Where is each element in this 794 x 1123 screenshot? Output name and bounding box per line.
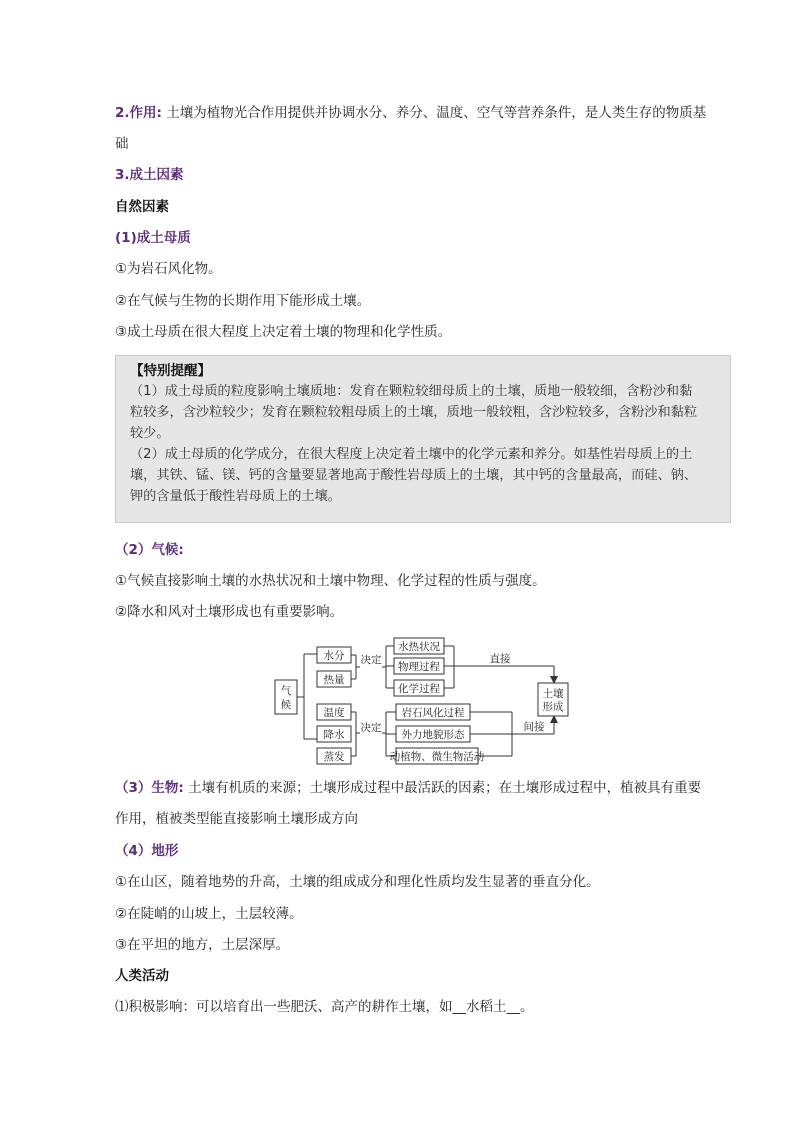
decide-upper-label: 决定 (360, 654, 382, 666)
upper-result: 水热状况 (398, 641, 440, 653)
upper-result: 物理过程 (398, 661, 440, 673)
lower-factor-evaporation: 蒸发 (323, 751, 345, 763)
biology-line1 (115, 779, 701, 797)
climate-item-1: ①气候直接影响土壤的水热状况和土壤中物理、化学过程的性质与强度。 (115, 573, 546, 589)
tip-line: （2）成土母质的化学成分，在很大程度上决定着土壤中的化学元素和养分。如基性岩母质上的土 (130, 447, 693, 462)
target-line1: 土壤 (542, 688, 564, 700)
diagram-root-char: 候 (280, 699, 292, 711)
terrain-item-1: ①在山区，随着地势的升高，土壤的组成成分和理化性质均发生显著的垂直分化。 (115, 874, 600, 890)
natural-factors-heading: 自然因素 (115, 199, 169, 215)
upper-factor-water: 水分 (323, 650, 345, 662)
tip-line: 钾的含量低于酸性岩母质上的土壤。 (130, 489, 341, 504)
section2-line2: 础 (115, 136, 129, 152)
section3-heading: 3.成土因素 (115, 167, 184, 183)
target-line2: 形成 (542, 701, 564, 713)
section2-line1 (115, 104, 706, 122)
upper-factor-heat: 热量 (323, 674, 345, 686)
biology-heading: （3）生物: (115, 780, 184, 796)
human-blank-answer: __水稻土__ (452, 999, 520, 1015)
terrain-heading: （4）地形 (115, 843, 179, 859)
lower-result: 动植物、微生物活动 (389, 751, 485, 763)
upper-result: 化学过程 (398, 683, 440, 695)
terrain-item-2: ②在陡峭的山坡上，土层较薄。 (115, 906, 303, 922)
parent-item-1: ①为岩石风化物。 (115, 261, 222, 277)
lower-result: 岩石风化过程 (401, 707, 465, 719)
parent-item-3: ③成土母质在很大程度上决定着土壤的物理和化学性质。 (115, 324, 452, 340)
lower-factor-temperature: 温度 (323, 707, 345, 719)
biology-text: 土壤有机质的来源；土壤形成过程中最活跃的因素；在土壤形成过程中，植被具有重要 (183, 780, 702, 796)
diagram-root-char: 气 (280, 685, 292, 697)
section2-text: 土壤为植物光合作用提供并协调水分、养分、温度、空气等营养条件，是人类生存的物质基 (161, 105, 707, 121)
tip-title: 【特别提醒】 (130, 363, 211, 379)
tip-line: （1）成土母质的粒度影响土壤质地：发育在颗粒较细母质上的土壤，质地一般较细，含粉沙和黏 (130, 384, 693, 399)
human-positive-line (115, 998, 534, 1016)
lower-factor-precipitation: 降水 (323, 729, 345, 741)
decide-lower-label: 决定 (360, 722, 382, 734)
terrain-item-3: ③在平坦的地方，土层深厚。 (115, 937, 290, 953)
parent-material-heading: (1)成土母质 (115, 230, 191, 246)
direct-label: 直接 (489, 653, 511, 665)
lower-result: 外力地貌形态 (401, 729, 465, 741)
tip-line: 壤，其铁、锰、镁、钙的含量要显著地高于酸性岩母质上的土壤，其中钙的含量最高，而硅、钠、 (130, 468, 698, 483)
climate-item-2: ②降水和风对土壤形成也有重要影响。 (115, 604, 344, 620)
climate-soil-diagram (272, 636, 572, 770)
indirect-label: 间接 (523, 721, 545, 733)
human-positive-suffix: 。 (520, 999, 534, 1015)
human-activity-heading: 人类活动 (115, 968, 169, 984)
special-reminder-box (115, 355, 731, 523)
biology-line2: 作用，植被类型能直接影响土壤形成方向 (115, 811, 358, 827)
human-positive-prefix: ⑴积极影响：可以培育出一些肥沃、高产的耕作土壤，如 (115, 999, 453, 1015)
tip-line: 较少。 (130, 426, 170, 441)
section2-label: 2.作用: (115, 105, 162, 121)
parent-item-2: ②在气候与生物的长期作用下能形成土壤。 (115, 293, 371, 309)
climate-heading: （2）气候: (115, 542, 184, 558)
tip-line: 粒较多，含沙粒较少；发育在颗粒较粗母质上的土壤，质地一般较粗，含沙粒较多，含粉沙和黏粒 (130, 405, 698, 420)
